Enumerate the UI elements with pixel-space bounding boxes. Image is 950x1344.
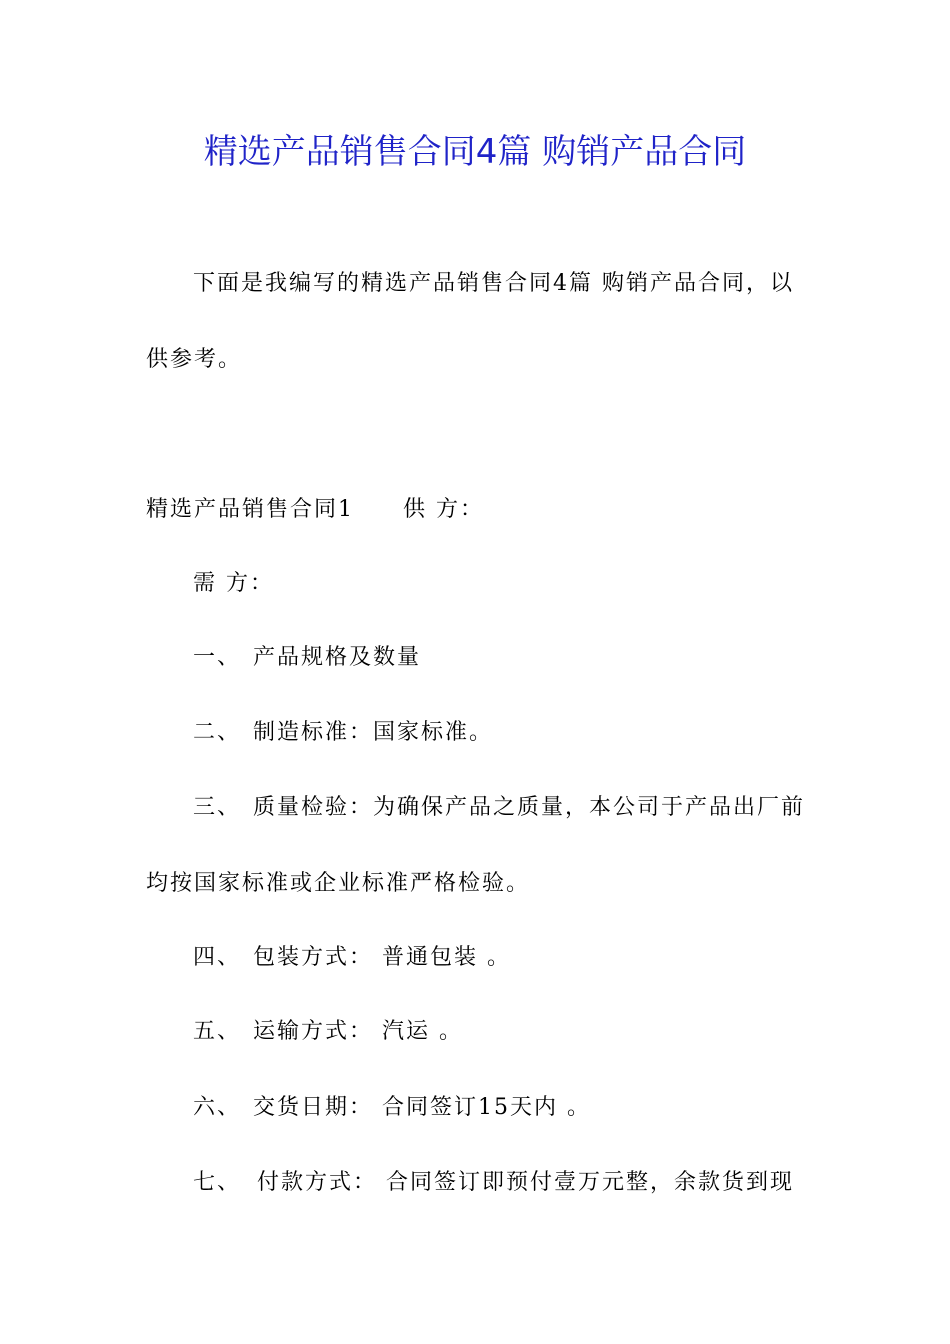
clause-4-number: 四、 — [193, 945, 242, 970]
clause-5-text: 运输方式： 汽运 。 — [253, 1019, 463, 1044]
clause-6-text: 交货日期： 合同签订15天内 。 — [253, 1095, 591, 1120]
clause-4-text: 包装方式： 普通包装 。 — [253, 945, 511, 970]
document-title: 精选产品销售合同4篇 购销产品合同 — [203, 132, 747, 172]
clause-3-number: 三、 — [193, 795, 242, 820]
clause-7-number: 七、 — [193, 1170, 242, 1195]
clause-3-continuation: 均按国家标准或企业标准严格检验。 — [146, 871, 531, 896]
intro-line-1: 下面是我编写的精选产品销售合同4篇 购销产品合同，以 — [193, 271, 794, 296]
clause-1-number: 一、 — [193, 645, 242, 670]
clause-5-number: 五、 — [193, 1019, 242, 1044]
buyer-label: 需 方： — [193, 571, 274, 596]
clause-1-text: 产品规格及数量 — [253, 645, 422, 670]
intro-line-2: 供参考。 — [146, 347, 243, 372]
clause-6-number: 六、 — [193, 1095, 242, 1120]
section-heading: 精选产品销售合同1 — [146, 497, 354, 522]
supplier-label: 供 方： — [403, 497, 484, 522]
clause-7-text: 付款方式： 合同签订即预付壹万元整，余款货到现 — [257, 1170, 794, 1195]
clause-3-text: 质量检验：为确保产品之质量，本公司于产品出厂前 — [253, 795, 806, 820]
clause-2-text: 制造标准：国家标准。 — [253, 720, 494, 745]
clause-2-number: 二、 — [193, 720, 242, 745]
